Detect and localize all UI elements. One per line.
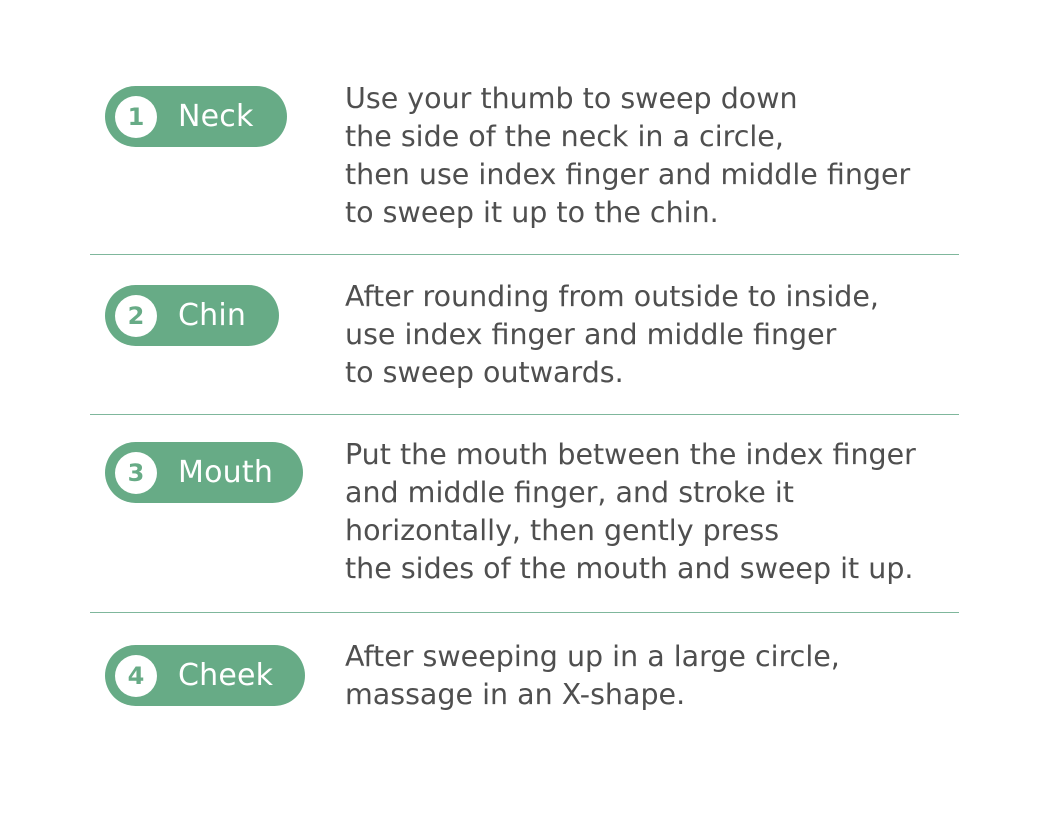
step-description (345, 278, 879, 392)
description-line: to sweep outwards. (345, 356, 624, 389)
step-label: Mouth (178, 455, 274, 490)
step-label: Neck (178, 99, 254, 134)
description-line: the side of the neck in a circle, (345, 120, 784, 153)
step-description (345, 436, 916, 588)
step-number: 1 (115, 96, 157, 138)
description-line: use index finger and middle finger (345, 318, 837, 351)
step-number: 2 (115, 295, 157, 337)
description-line: massage in an X-shape. (345, 678, 686, 711)
step-number: 4 (115, 655, 157, 697)
description-line: then use index finger and middle finger (345, 158, 911, 191)
description-line: After sweeping up in a large circle, (345, 640, 840, 673)
step-number: 3 (115, 452, 157, 494)
step-badge-cheek (105, 645, 305, 706)
divider (90, 612, 959, 613)
divider (90, 254, 959, 255)
description-line: After rounding from outside to inside, (345, 280, 879, 313)
description-line: horizontally, then gently press (345, 514, 780, 547)
step-label: Cheek (178, 658, 274, 693)
step-badge-neck (105, 86, 287, 147)
description-line: Use your thumb to sweep down (345, 82, 798, 115)
description-line: and middle finger, and stroke it (345, 476, 794, 509)
description-line: to sweep it up to the chin. (345, 196, 719, 229)
divider (90, 414, 959, 415)
description-line: the sides of the mouth and sweep it up. (345, 552, 914, 585)
step-description (345, 638, 840, 714)
step-description (345, 80, 910, 232)
step-badge-chin (105, 285, 279, 346)
step-badge-mouth (105, 442, 303, 503)
description-line: Put the mouth between the index finger (345, 438, 916, 471)
step-label: Chin (178, 298, 247, 333)
